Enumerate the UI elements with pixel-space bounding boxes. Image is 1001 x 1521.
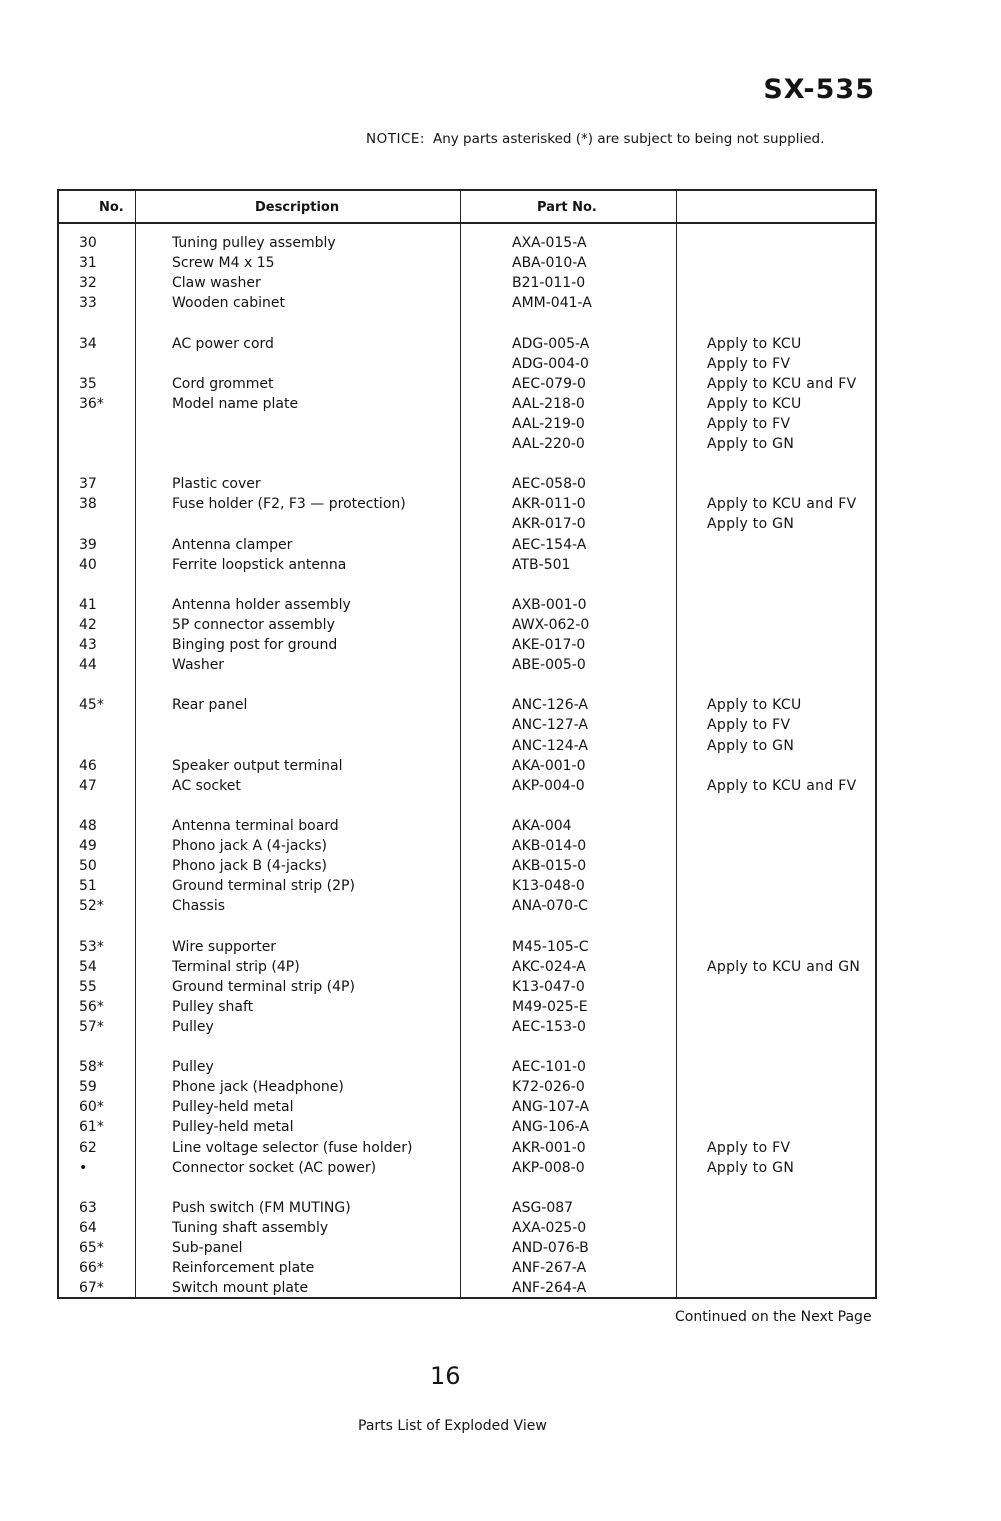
table-row: [59, 1278, 875, 1298]
row-part-no: ANC-124-A: [512, 737, 588, 754]
row-description: Antenna terminal board: [172, 817, 339, 834]
row-no: 40: [79, 556, 97, 573]
row-part-no: K72-026-0: [512, 1079, 585, 1096]
row-remark: Apply to KCU: [707, 395, 802, 412]
row-no: 58*: [79, 1059, 104, 1076]
table-row: [59, 253, 875, 273]
header-part-no: Part No.: [537, 200, 597, 215]
row-part-no: AEC-079-0: [512, 375, 586, 392]
row-description: Plastic cover: [172, 476, 261, 493]
row-no: 56*: [79, 998, 104, 1015]
table-row: [59, 354, 875, 374]
row-description: Model name plate: [172, 395, 299, 412]
row-description: Fuse holder (F2, F3 — protection): [172, 496, 406, 513]
row-part-no: AKR-011-0: [512, 496, 586, 513]
row-part-no: ANC-127-A: [512, 717, 588, 734]
table-row: [59, 997, 875, 1017]
row-part-no: ANF-267-A: [512, 1260, 587, 1277]
row-description: Reinforcement plate: [172, 1260, 315, 1277]
table-row: [59, 474, 875, 494]
row-part-no: K13-047-0: [512, 978, 585, 995]
row-remark: Apply to FV: [707, 1139, 791, 1156]
table-row: [59, 1258, 875, 1278]
row-part-no: AAL-220-0: [512, 436, 585, 452]
table-row: [59, 816, 875, 836]
row-no: 67*: [79, 1280, 104, 1297]
row-description: Speaker output terminal: [172, 757, 343, 774]
table-row: [59, 374, 875, 394]
row-description: Terminal strip (4P): [172, 958, 300, 975]
row-no: 57*: [79, 1018, 104, 1035]
table-row: [59, 876, 875, 896]
row-description: Claw washer: [172, 275, 261, 292]
table-row: [59, 1117, 875, 1137]
row-no: 31: [79, 255, 97, 272]
table-row: [59, 856, 875, 876]
row-part-no: AKP-008-0: [512, 1159, 585, 1176]
row-part-no: M49-025-E: [512, 998, 588, 1015]
row-no: 65*: [79, 1240, 104, 1256]
row-no: 61*: [79, 1119, 104, 1136]
row-no: 36*: [79, 395, 104, 412]
row-part-no: AXA-025-0: [512, 1219, 587, 1236]
row-description: Connector socket (AC power): [172, 1159, 377, 1176]
row-no: 62: [79, 1139, 97, 1156]
table-row: [59, 273, 875, 293]
row-part-no: ASG-087: [512, 1199, 574, 1216]
table-row: [59, 494, 875, 514]
row-no: 30: [79, 235, 97, 251]
row-no: 53*: [79, 938, 104, 955]
row-no: 60*: [79, 1099, 104, 1116]
row-part-no: AKA-001-0: [512, 757, 586, 774]
table-row: [59, 233, 875, 253]
row-no: 38: [79, 496, 97, 513]
table-row: [59, 896, 875, 916]
row-description: Chassis: [172, 898, 225, 915]
row-description: Tuning pulley assembly: [172, 235, 336, 251]
row-part-no: ANC-126-A: [512, 697, 588, 714]
row-description: 5P connector assembly: [172, 616, 335, 633]
row-description: Antenna holder assembly: [172, 596, 351, 613]
row-part-no: AKA-004: [512, 817, 572, 834]
row-description: Screw M4 x 15: [172, 255, 275, 272]
row-part-no: AMM-041-A: [512, 295, 592, 312]
row-part-no: AEC-153-0: [512, 1018, 586, 1035]
table-row: [59, 836, 875, 856]
table-row: [59, 937, 875, 957]
row-no: 54: [79, 958, 97, 975]
row-part-no: AEC-101-0: [512, 1059, 586, 1076]
row-part-no: AXA-015-A: [512, 235, 587, 251]
page-number: 16: [430, 1362, 461, 1390]
table-row: [59, 1218, 875, 1238]
table-row: [59, 535, 875, 555]
model-number: SX-535: [763, 74, 875, 105]
table-row: [59, 514, 875, 534]
row-no: 46: [79, 757, 97, 774]
row-description: Cord grommet: [172, 375, 274, 392]
row-description: Tuning shaft assembly: [172, 1219, 329, 1236]
row-part-no: AKC-024-A: [512, 958, 586, 975]
row-part-no: ATB-501: [512, 556, 571, 573]
table-row: [59, 1017, 875, 1037]
row-description: Rear panel: [172, 697, 248, 714]
row-remark: Apply to GN: [707, 516, 795, 533]
row-description: Wooden cabinet: [172, 295, 286, 312]
table-row: [59, 736, 875, 756]
table-row: [59, 1238, 875, 1258]
table-row: [59, 635, 875, 655]
row-remark: Apply to KCU: [707, 697, 802, 714]
row-no: 45*: [79, 697, 104, 714]
row-remark: Apply to KCU and FV: [707, 777, 857, 794]
row-no: 52*: [79, 898, 104, 915]
row-part-no: ANA-070-C: [512, 898, 588, 915]
table-row: [59, 414, 875, 434]
row-description: Ground terminal strip (4P): [172, 978, 355, 995]
row-no: 48: [79, 817, 97, 834]
row-part-no: AKB-015-0: [512, 858, 587, 875]
row-description: Pulley-held metal: [172, 1119, 294, 1136]
row-description: Antenna clamper: [172, 536, 293, 553]
table-body: [59, 191, 875, 1297]
table-row: [59, 1158, 875, 1178]
row-no: 39: [79, 536, 97, 553]
row-description: Pulley: [172, 1018, 214, 1035]
table-row: [59, 695, 875, 715]
row-part-no: AKE-017-0: [512, 637, 586, 653]
row-remark: Apply to KCU and GN: [707, 958, 861, 975]
row-part-no: M45-105-C: [512, 938, 589, 955]
notice: [366, 131, 824, 147]
header-no: No.: [99, 200, 124, 215]
row-no: 55: [79, 978, 97, 995]
table-row: [59, 1198, 875, 1218]
row-no: 33: [79, 295, 97, 312]
row-no: 34: [79, 335, 97, 352]
row-no: 37: [79, 476, 97, 493]
row-no: 66*: [79, 1260, 104, 1277]
row-part-no: AEC-058-0: [512, 476, 586, 493]
row-description: AC power cord: [172, 335, 274, 352]
table-row: [59, 957, 875, 977]
footer-title: Parts List of Exploded View: [358, 1418, 547, 1434]
row-remark: Apply to FV: [707, 415, 791, 432]
table-row: [59, 394, 875, 414]
row-remark: Apply to GN: [707, 737, 795, 754]
row-description: AC socket: [172, 777, 241, 794]
header-description: Description: [255, 200, 340, 215]
row-part-no: AKR-017-0: [512, 516, 586, 533]
row-part-no: AKP-004-0: [512, 777, 585, 794]
row-no: 50: [79, 858, 97, 875]
row-description: Binging post for ground: [172, 637, 338, 653]
table-row: [59, 595, 875, 615]
row-part-no: AXB-001-0: [512, 596, 587, 613]
table-row: [59, 776, 875, 796]
table-row: [59, 715, 875, 735]
notice-text: Any parts asterisked (*) are subject to being not supplied.: [432, 131, 825, 147]
row-description: Wire supporter: [172, 938, 277, 955]
row-part-no: ABE-005-0: [512, 657, 586, 674]
row-description: Sub-panel: [172, 1240, 243, 1256]
table-row: [59, 1097, 875, 1117]
row-part-no: AWX-062-0: [512, 616, 590, 633]
row-part-no: AEC-154-A: [512, 536, 587, 553]
row-description: Washer: [172, 657, 225, 674]
row-part-no: ADG-004-0: [512, 355, 589, 372]
row-part-no: AKB-014-0: [512, 838, 587, 854]
row-no: 51: [79, 878, 97, 895]
row-no: 35: [79, 375, 97, 392]
table-row: [59, 655, 875, 675]
row-no: 63: [79, 1199, 97, 1216]
table-row: [59, 1077, 875, 1097]
table-row: [59, 555, 875, 575]
row-description: Phono jack A (4-jacks): [172, 838, 327, 854]
table-row: [59, 1138, 875, 1158]
row-no: 43: [79, 637, 97, 653]
row-part-no: AND-076-B: [512, 1240, 589, 1256]
row-description: Line voltage selector (fuse holder): [172, 1139, 413, 1156]
row-part-no: ANF-264-A: [512, 1280, 587, 1297]
row-description: Pulley shaft: [172, 998, 254, 1015]
row-no: •: [79, 1159, 88, 1176]
row-part-no: ANG-107-A: [512, 1099, 589, 1116]
row-part-no: ABA-010-A: [512, 255, 587, 272]
row-part-no: AAL-218-0: [512, 395, 585, 412]
row-description: Pulley-held metal: [172, 1099, 294, 1116]
continued-note: Continued on the Next Page: [675, 1309, 872, 1325]
table-row: [59, 756, 875, 776]
row-part-no: B21-011-0: [512, 275, 586, 292]
row-no: 41: [79, 596, 97, 613]
row-remark: Apply to FV: [707, 355, 791, 372]
row-no: 44: [79, 657, 97, 674]
row-description: Phono jack B (4-jacks): [172, 858, 327, 875]
table-row: [59, 615, 875, 635]
row-no: 64: [79, 1219, 97, 1236]
row-part-no: ANG-106-A: [512, 1119, 589, 1136]
notice-label: NOTICE:: [366, 131, 425, 147]
row-part-no: K13-048-0: [512, 878, 585, 895]
row-remark: Apply to KCU and FV: [707, 375, 857, 392]
row-part-no: AAL-219-0: [512, 415, 585, 432]
parts-table: [57, 189, 877, 1299]
table-row: [59, 1057, 875, 1077]
row-remark: Apply to GN: [707, 1159, 795, 1176]
row-part-no: AKR-001-0: [512, 1139, 586, 1156]
row-description: Pulley: [172, 1059, 214, 1076]
row-no: 32: [79, 275, 97, 292]
row-no: 59: [79, 1079, 97, 1096]
row-description: Ferrite loopstick antenna: [172, 556, 347, 573]
row-remark: Apply to FV: [707, 717, 791, 734]
row-description: Push switch (FM MUTING): [172, 1199, 351, 1216]
table-row: [59, 434, 875, 454]
row-description: Phone jack (Headphone): [172, 1079, 344, 1096]
table-row: [59, 977, 875, 997]
row-remark: Apply to KCU and FV: [707, 496, 857, 513]
row-remark: Apply to KCU: [707, 335, 802, 352]
row-part-no: ADG-005-A: [512, 335, 590, 352]
table-row: [59, 334, 875, 354]
row-remark: Apply to GN: [707, 436, 795, 452]
row-no: 49: [79, 838, 97, 854]
row-description: Switch mount plate: [172, 1280, 309, 1297]
row-description: Ground terminal strip (2P): [172, 878, 355, 895]
row-no: 47: [79, 777, 97, 794]
row-no: 42: [79, 616, 97, 633]
table-row: [59, 293, 875, 313]
